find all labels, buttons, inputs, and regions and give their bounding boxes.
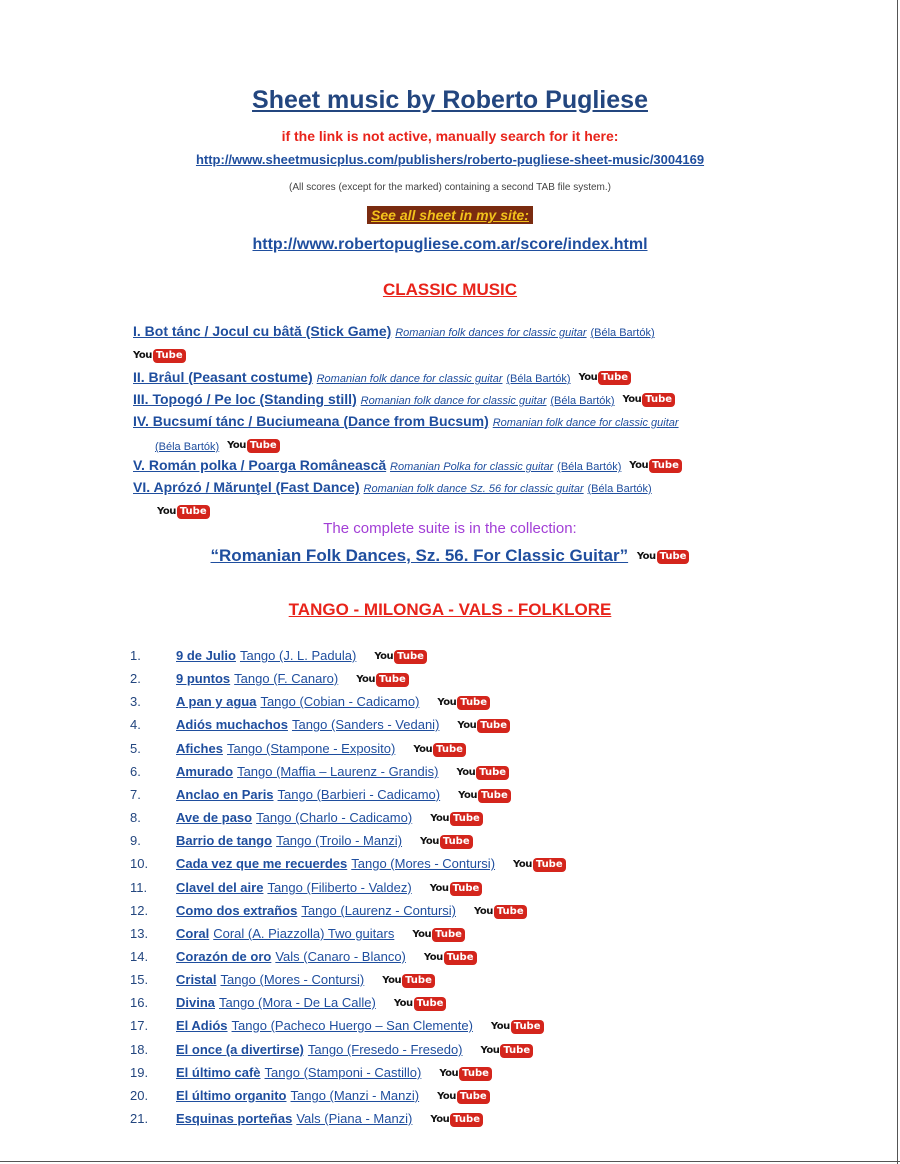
tango-item-detail[interactable]: Tango (Mores - Contursi) (220, 972, 365, 987)
tango-item[interactable] (130, 924, 465, 944)
youtube-icon[interactable]: You Tube (456, 766, 509, 780)
tango-item-name[interactable]: El once (a divertirse) (176, 1042, 304, 1057)
tango-item[interactable] (130, 646, 427, 666)
site-link[interactable]: http://www.robertopugliese.com.ar/score/index.html (252, 236, 648, 253)
tango-item-name[interactable]: 9 puntos (176, 671, 231, 686)
tango-item-name[interactable]: Cristal (176, 972, 217, 987)
tango-item-detail[interactable]: Coral (A. Piazzolla) Two guitars (213, 926, 395, 941)
tango-item[interactable] (130, 1086, 490, 1106)
classic-item-title[interactable]: V. Román polka / Poarga Românească (133, 457, 387, 473)
classic-item[interactable] (133, 388, 763, 412)
tango-item[interactable] (130, 854, 566, 874)
youtube-icon[interactable]: You Tube (637, 550, 690, 564)
tango-item-number: 6. (130, 764, 141, 779)
classic-item-desc[interactable]: Romanian folk dances for classic guitar (395, 327, 587, 339)
tango-item-number: 11. (130, 880, 148, 895)
classic-item[interactable] (133, 320, 763, 366)
tango-item[interactable] (130, 1040, 533, 1060)
tango-item-number: 7. (130, 787, 141, 802)
classic-item-desc[interactable]: Romanian Polka for classic guitar (390, 461, 554, 473)
classic-item-credit[interactable]: (Béla Bartók) (155, 441, 220, 453)
youtube-icon[interactable]: You Tube (157, 505, 210, 519)
tango-item-number: 2. (130, 671, 141, 686)
tango-item-detail[interactable]: Tango (F. Canaro) (234, 671, 339, 686)
tango-item-name[interactable]: Esquinas porteñas (176, 1111, 293, 1126)
youtube-icon[interactable]: You Tube (412, 928, 465, 942)
youtube-icon[interactable]: You Tube (430, 882, 483, 896)
tango-item-detail[interactable]: Tango (Barbieri - Cadicamo) (277, 787, 441, 802)
youtube-icon[interactable]: You Tube (413, 743, 466, 757)
tango-item[interactable] (130, 762, 509, 782)
tango-item-name[interactable]: Clavel del aire (176, 880, 264, 895)
youtube-icon[interactable]: You Tube (133, 349, 186, 363)
tango-item-name[interactable]: A pan y agua (176, 694, 257, 709)
tango-item-detail[interactable]: Tango (Charlo - Cadicamo) (256, 810, 413, 825)
page-border-right (897, 0, 898, 1164)
tango-item-detail[interactable]: Tango (Filiberto - Valdez) (267, 880, 412, 895)
tango-heading: TANGO - MILONGA - VALS - FOLKLORE (288, 600, 612, 619)
tango-item[interactable] (130, 669, 409, 689)
classic-item-title[interactable]: IV. Bucsumí tánc / Buciumeana (Dance from Bucsum) (133, 413, 489, 429)
tab-note: (All scores (except for the marked) containing a second TAB file system.) (289, 182, 611, 193)
collection-note: The complete suite is in the collection: (323, 520, 577, 537)
tango-item-name[interactable]: Afiches (176, 741, 223, 756)
tango-item[interactable] (130, 739, 466, 759)
classic-item-credit[interactable]: (Béla Bartók) (590, 327, 655, 339)
youtube-icon[interactable]: You Tube (430, 812, 483, 826)
tango-item[interactable] (130, 901, 527, 921)
classic-item[interactable] (133, 476, 763, 522)
tango-item-number: 21. (130, 1111, 149, 1126)
classic-item[interactable] (133, 410, 763, 458)
site-label-row (0, 206, 900, 225)
tango-item-number: 12. (130, 903, 149, 918)
youtube-icon[interactable]: You Tube (356, 673, 409, 687)
youtube-icon[interactable]: You Tube (374, 650, 427, 664)
tango-item[interactable] (130, 1016, 544, 1036)
tango-item[interactable] (130, 878, 482, 898)
youtube-icon[interactable]: You Tube (457, 719, 510, 733)
tango-item-name[interactable]: El último organito (176, 1088, 287, 1103)
tango-item-name[interactable]: Anclao en Paris (176, 787, 274, 802)
tango-item-number: 4. (130, 717, 141, 732)
site-label[interactable]: See all sheet in my site: (367, 206, 533, 224)
tango-item-number: 9. (130, 833, 141, 848)
tango-item-number: 14. (130, 949, 149, 964)
page-title: Sheet music by Roberto Pugliese (252, 86, 648, 114)
tango-item-detail[interactable]: Tango (Mora - De La Calle) (219, 995, 376, 1010)
youtube-icon[interactable]: You Tube (430, 1113, 483, 1127)
tango-item-detail[interactable]: Tango (Stampone - Exposito) (226, 741, 396, 756)
tango-item-detail[interactable]: Tango (Cobian - Cadicamo) (260, 694, 420, 709)
tango-item-number: 13. (130, 926, 149, 941)
tango-item-name[interactable]: 9 de Julio (176, 648, 236, 663)
tango-item-name[interactable]: Coral (176, 926, 210, 941)
classic-item-title[interactable]: II. Brâul (Peasant costume) (133, 369, 313, 385)
tango-item[interactable] (130, 692, 490, 712)
tango-item[interactable] (130, 1109, 483, 1129)
youtube-icon[interactable]: You Tube (394, 997, 447, 1011)
tango-item-number: 10. (130, 856, 149, 871)
classic-item[interactable] (133, 454, 763, 478)
tango-item-detail[interactable]: Tango (Pacheco Huergo – San Clemente) (231, 1018, 473, 1033)
youtube-icon[interactable]: You Tube (474, 905, 527, 919)
tango-item-number: 8. (130, 810, 141, 825)
classic-music-heading: CLASSIC MUSIC (382, 280, 518, 299)
tango-item-number: 18. (130, 1042, 149, 1057)
tango-item-number: 17. (130, 1018, 149, 1033)
tango-item[interactable] (130, 993, 446, 1013)
link-notice: if the link is not active, manually search for it here: (281, 128, 619, 144)
youtube-icon[interactable]: You Tube (458, 789, 511, 803)
tango-item-name[interactable]: Ave de paso (176, 810, 253, 825)
tango-item-number: 1. (130, 648, 141, 663)
classic-item-credit[interactable]: (Béla Bartók) (506, 373, 571, 385)
tango-item-number: 5. (130, 741, 141, 756)
tango-item-name[interactable]: El último cafè (176, 1065, 261, 1080)
classic-item-title[interactable]: III. Topogó / Pe loc (Standing still) (133, 391, 357, 407)
youtube-icon[interactable]: You Tube (629, 459, 682, 473)
tango-item-name[interactable]: Corazón de oro (176, 949, 272, 964)
tango-item[interactable] (130, 970, 435, 990)
tango-item-number: 16. (130, 995, 149, 1010)
classic-item-title[interactable]: VI. Aprózó / Mărunţel (Fast Dance) (133, 479, 360, 495)
classic-item-credit[interactable]: (Béla Bartók) (550, 395, 615, 407)
youtube-icon[interactable]: You Tube (513, 858, 566, 872)
youtube-icon[interactable]: You Tube (227, 439, 280, 453)
tango-item[interactable] (130, 831, 473, 851)
tango-item[interactable] (130, 785, 511, 805)
tango-item-number: 3. (130, 694, 141, 709)
tango-item-number: 20. (130, 1088, 149, 1103)
youtube-icon[interactable]: You Tube (437, 1090, 490, 1104)
tango-item-detail[interactable]: Tango (Sanders - Vedani) (291, 717, 440, 732)
youtube-icon[interactable]: You Tube (437, 696, 490, 710)
page-border-bottom (0, 1161, 900, 1162)
classic-item-desc[interactable]: Romanian folk dance Sz. 56 for classic guitar (363, 483, 584, 495)
tango-item-detail[interactable]: Tango (Maffia – Laurenz - Grandis) (237, 764, 439, 779)
classic-item-desc[interactable]: Romanian folk dance for classic guitar (492, 417, 679, 429)
collection-title-link[interactable]: “Romanian Folk Dances, Sz. 56. For Classic Guitar” (210, 546, 629, 565)
classic-item-desc[interactable]: Romanian folk dance for classic guitar (360, 395, 547, 407)
tango-item-detail[interactable]: Vals (Canaro - Blanco) (275, 949, 406, 964)
tango-item-detail[interactable]: Tango (Fresedo - Fresedo) (307, 1042, 463, 1057)
tango-item[interactable] (130, 1063, 492, 1083)
tango-item-name[interactable]: Divina (176, 995, 216, 1010)
youtube-icon[interactable]: You Tube (491, 1020, 544, 1034)
youtube-icon[interactable]: You Tube (424, 951, 477, 965)
tango-item-name[interactable]: Amurado (176, 764, 234, 779)
tango-item-detail[interactable]: Tango (Laurenz - Contursi) (301, 903, 456, 918)
tango-item-name[interactable]: Adiós muchachos (176, 717, 288, 732)
tango-item-number: 15. (130, 972, 149, 987)
youtube-icon[interactable]: You Tube (420, 835, 473, 849)
tango-item-detail[interactable]: Vals (Piana - Manzi) (296, 1111, 413, 1126)
tango-item-detail[interactable]: Tango (Manzi - Manzi) (290, 1088, 420, 1103)
youtube-icon[interactable]: You Tube (439, 1067, 492, 1081)
tango-item-name[interactable]: Barrio de tango (176, 833, 273, 848)
classic-item-credit[interactable]: (Béla Bartók) (587, 483, 652, 495)
classic-item-desc[interactable]: Romanian folk dance for classic guitar (316, 373, 503, 385)
tango-item-detail[interactable]: Tango (Stamponi - Castillo) (264, 1065, 422, 1080)
tango-item-name[interactable]: Cada vez que me recuerdes (176, 856, 348, 871)
classic-item-title[interactable]: I. Bot tánc / Jocul cu bâtă (Stick Game) (133, 323, 392, 339)
tango-item[interactable] (130, 715, 510, 735)
classic-item[interactable] (133, 366, 763, 390)
youtube-icon[interactable]: You Tube (622, 393, 675, 407)
tango-item[interactable] (130, 808, 483, 828)
tango-item-name[interactable]: Como dos extraños (176, 903, 298, 918)
youtube-icon[interactable]: You Tube (481, 1044, 534, 1058)
tango-item[interactable] (130, 947, 477, 967)
publisher-link[interactable]: http://www.sheetmusicplus.com/publishers/roberto-pugliese-sheet-music/3004169 (195, 152, 705, 167)
tango-item-detail[interactable]: Tango (Troilo - Manzi) (276, 833, 403, 848)
tango-item-name[interactable]: El Adiós (176, 1018, 228, 1033)
tango-item-detail[interactable]: Tango (Mores - Contursi) (351, 856, 496, 871)
classic-item-credit[interactable]: (Béla Bartók) (557, 461, 622, 473)
tango-item-detail[interactable]: Tango (J. L. Padula) (239, 648, 357, 663)
tango-item-number: 19. (130, 1065, 149, 1080)
collection-row (0, 546, 900, 566)
youtube-icon[interactable]: You Tube (578, 371, 631, 385)
youtube-icon[interactable]: You Tube (382, 974, 435, 988)
